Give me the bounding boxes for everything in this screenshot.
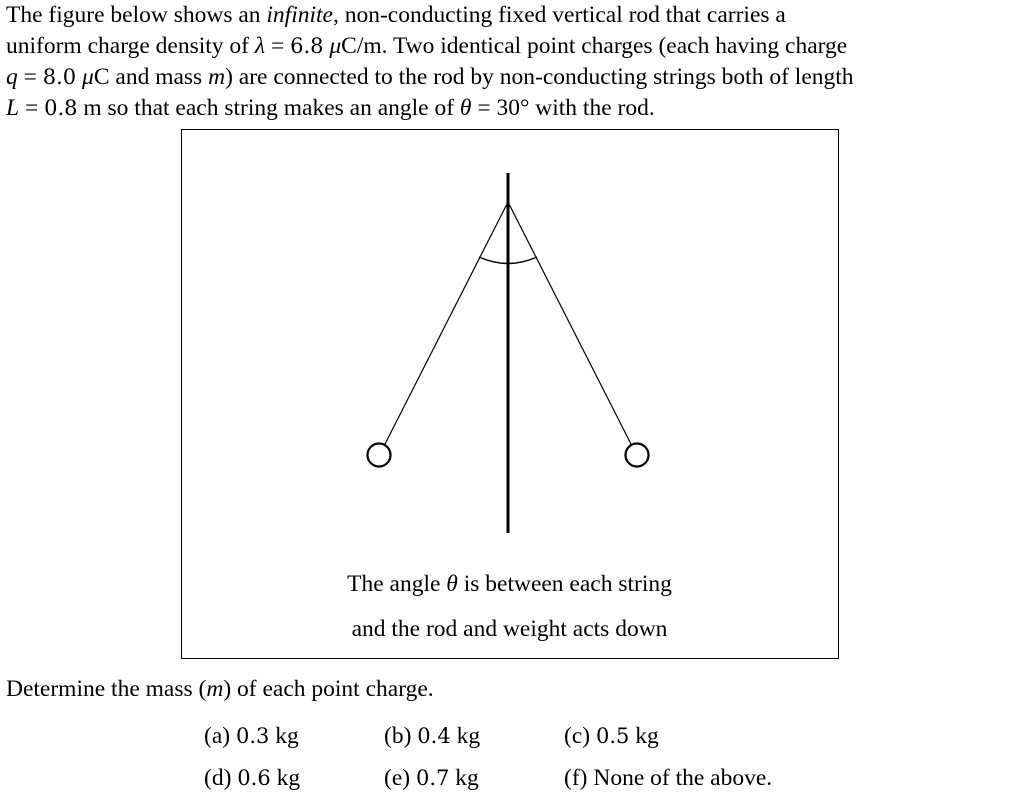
angle-value: 30° [496,95,530,121]
text-segment: C/m. Two identical point charges (each having charge [341,33,848,59]
problem-line-1 [6,0,1016,31]
choice-unit: kg [270,765,301,791]
emphasis-infinite: infinite [266,2,333,28]
choice-label: (e) [384,765,416,791]
choice-b [384,723,480,750]
choice-f [564,765,772,792]
charge-density-value: 6.8 [290,34,324,58]
charge-value: 8.0 [42,65,77,89]
choice-label: (b) [384,723,418,749]
choice-value: 0.5 [595,724,630,748]
symbol-L: L [6,95,20,121]
choice-value: None of the above. [593,765,773,791]
text-segment: ) are connected to the rod by non-conducting strings both of length [225,64,854,90]
symbol-mu: μ [76,64,94,90]
problem-line-4 [6,93,1016,124]
symbol-mu: μ [323,33,342,59]
problem-line-2 [6,31,1016,62]
figure-frame [181,129,839,659]
text-segment: The figure below shows an [6,2,267,28]
text-segment: with the rod. [529,95,655,121]
text-segment: Determine the mass ( [6,676,207,702]
choice-label: (f) [564,765,594,791]
choice-d [204,765,300,792]
figure-caption-line-2: and the rod and weight acts down [351,616,668,642]
choice-e [384,765,479,792]
symbol-lambda: λ [254,33,266,59]
equals-sign: = [265,33,291,59]
choice-label: (c) [564,723,596,749]
right-point-charge [626,444,649,467]
symbol-theta: θ [459,95,472,121]
symbol-m: m [208,64,226,90]
text-segment: , non-conducting fixed vertical rod that carries a [332,2,786,28]
question-text [6,676,434,703]
text-segment: uniform charge density of [6,33,255,59]
length-value: 0.8 [44,96,78,120]
symbol-q: q [6,64,18,90]
choice-label: (d) [204,765,238,791]
choice-unit: kg [450,723,481,749]
equals-sign: = [17,64,43,90]
problem-line-3 [6,62,1016,93]
choice-value: 0.4 [417,724,451,748]
choice-unit: kg [629,723,659,749]
equals-sign: = [471,95,497,121]
text-segment: C and mass [93,64,209,90]
text-segment: m so that each string makes an angle of [77,95,460,121]
choice-unit: kg [449,765,479,791]
left-string [384,202,508,446]
left-point-charge [368,444,391,467]
symbol-theta: θ [446,571,458,597]
choice-unit: kg [269,723,299,749]
choice-value: 0.3 [235,724,270,748]
text-segment: ) of each point charge. [223,676,434,702]
problem-statement [6,0,1016,124]
choice-value: 0.7 [415,766,450,790]
choice-c [564,723,659,750]
text-segment: is between each string [457,571,672,597]
right-string [508,202,632,446]
choice-label: (a) [204,723,236,749]
figure-caption-line-1 [182,571,837,598]
text-segment: The angle [347,571,447,597]
equals-sign: = [19,95,45,121]
symbol-m: m [206,676,224,702]
choice-value: 0.6 [237,766,271,790]
choice-a [204,723,299,750]
